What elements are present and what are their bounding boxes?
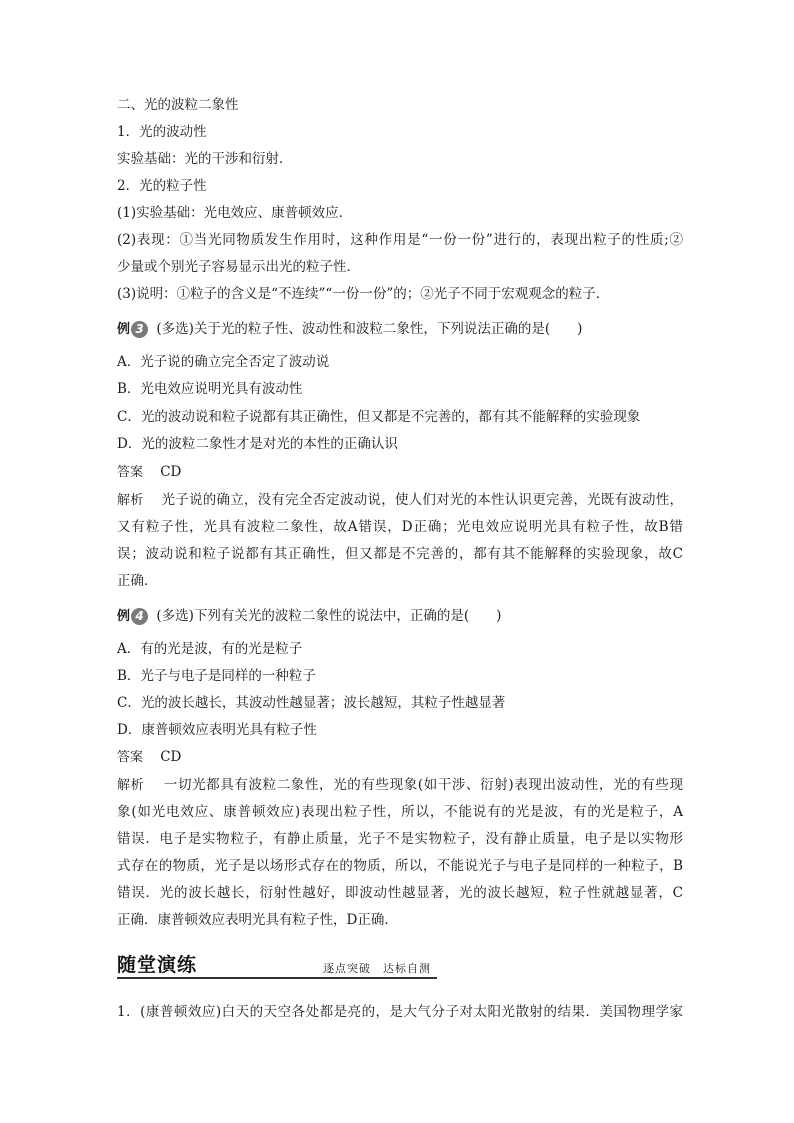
practice-title: 随堂演练 bbox=[117, 954, 198, 976]
example-3-option-a: A．光子说的确立完全否定了波动说 bbox=[117, 354, 330, 370]
example-3-option-d: D．光的波粒二象性才是对光的本性的正确认识 bbox=[117, 436, 398, 452]
example-4-stem-line bbox=[117, 607, 683, 626]
example-number-badge: 4 bbox=[131, 608, 148, 625]
example-4-analysis-line-6: 正确．康普顿效应表明光具有粒子性，D正确． bbox=[117, 912, 398, 928]
example-4-analysis-line-1: 解析 一切光都具有波粒二象性，光的有些现象(如干涉、衍射)表现出波动性，光的有些现 bbox=[117, 777, 683, 793]
analysis-label: 解析 bbox=[117, 778, 145, 793]
example-3-answer bbox=[117, 463, 683, 482]
example-3-analysis-line-4: 正确． bbox=[117, 573, 158, 589]
example-4-option-c: C．光的波长越长，其波动性越显著；波长越短，其粒子性越显著 bbox=[117, 695, 506, 711]
particle-item-3: (3)说明：①粒子的含义是“不连续”“一份一份”的；②光子不同于宏观观念的粒子． bbox=[117, 286, 610, 302]
wave-title: 1．光的波动性 bbox=[117, 124, 207, 140]
section-divider bbox=[117, 977, 437, 979]
example-4-answer bbox=[117, 748, 683, 767]
analysis-label: 解析 bbox=[117, 493, 144, 508]
example-4-option-d: D．康普顿效应表明光具有粒子性 bbox=[117, 722, 317, 738]
practice-section-header bbox=[117, 950, 437, 980]
example-3-analysis-line-3: 误；波动说和粒子说都有其正确性，但又都是不完善的，都有其不能解释的实验现象，故C bbox=[117, 546, 683, 562]
example-3-stem-line bbox=[117, 320, 683, 339]
answer-label: 答案 bbox=[117, 465, 144, 480]
wave-basis: 实验基础：光的干涉和衍射． bbox=[117, 151, 293, 167]
particle-item-1: (1)实验基础：光电效应、康普顿效应． bbox=[117, 205, 353, 221]
practice-subtitle: 逐点突破 达标自测 bbox=[323, 962, 431, 975]
example-3-option-c: C．光的波动说和粒子说都有其正确性，但又都是不完善的，都有其不能解释的实验现象 bbox=[117, 409, 641, 425]
particle-title: 2．光的粒子性 bbox=[117, 178, 207, 194]
example-4-stem: (多选)下列有关光的波粒二象性的说法中，正确的是( ) bbox=[156, 608, 502, 624]
example-4-analysis-line-5: 错误．光的波长越长，衍射性越好，即波动性越显著，光的波长越短，粒子性就越显著，C bbox=[117, 885, 683, 901]
particle-item-2-line-1: (2)表现：①当光同物质发生作用时，这种作用是“一份一份”进行的，表现出粒子的性质;② bbox=[117, 232, 683, 248]
example-3-analysis-line-1: 解析 光子说的确立，没有完全否定波动说，使人们对光的本性认识更完善，光既有波动性， bbox=[117, 492, 683, 508]
example-4-analysis-line-2: 象(如光电效应、康普顿效应)表现出粒子性，所以，不能说有的光是波，有的光是粒子，A bbox=[117, 804, 683, 820]
example-3-stem: (多选)关于光的粒子性、波动性和波粒二象性，下列说法正确的是( ) bbox=[156, 321, 583, 337]
example-label: 例 4 bbox=[117, 608, 152, 626]
example-4-analysis-line-4: 式存在的物质，光子是以场形式存在的物质，所以，不能说光子与电子是同样的一种粒子，B bbox=[117, 858, 683, 874]
example-4-analysis-line-3: 错误．电子是实物粒子，有静止质量，光子不是实物粒子，没有静止质量，电子是以实物形 bbox=[117, 831, 683, 847]
answer-value: CD bbox=[160, 749, 182, 765]
answer-label: 答案 bbox=[117, 750, 144, 765]
answer-value: CD bbox=[160, 464, 182, 480]
example-3-option-b: B．光电效应说明光具有波动性 bbox=[117, 381, 303, 397]
example-label: 例 3 bbox=[117, 321, 152, 339]
example-3-analysis-line-2: 又有粒子性，光具有波粒二象性，故A错误，D正确；光电效应说明光具有粒子性，故B错 bbox=[117, 519, 683, 535]
particle-item-2-line-2: 少量或个别光子容易显示出光的粒子性． bbox=[117, 259, 360, 275]
example-4-option-a: A．有的光是波，有的光是粒子 bbox=[117, 641, 303, 657]
practice-question-1: 1．(康普顿效应)白天的天空各处都是亮的，是大气分子对太阳光散射的结果．美国物理学家 bbox=[117, 1004, 683, 1020]
example-4-option-b: B．光子与电子是同样的一种粒子 bbox=[117, 668, 316, 684]
section-heading: 二、光的波粒二象性 bbox=[117, 97, 239, 113]
example-number-badge: 3 bbox=[131, 321, 148, 338]
